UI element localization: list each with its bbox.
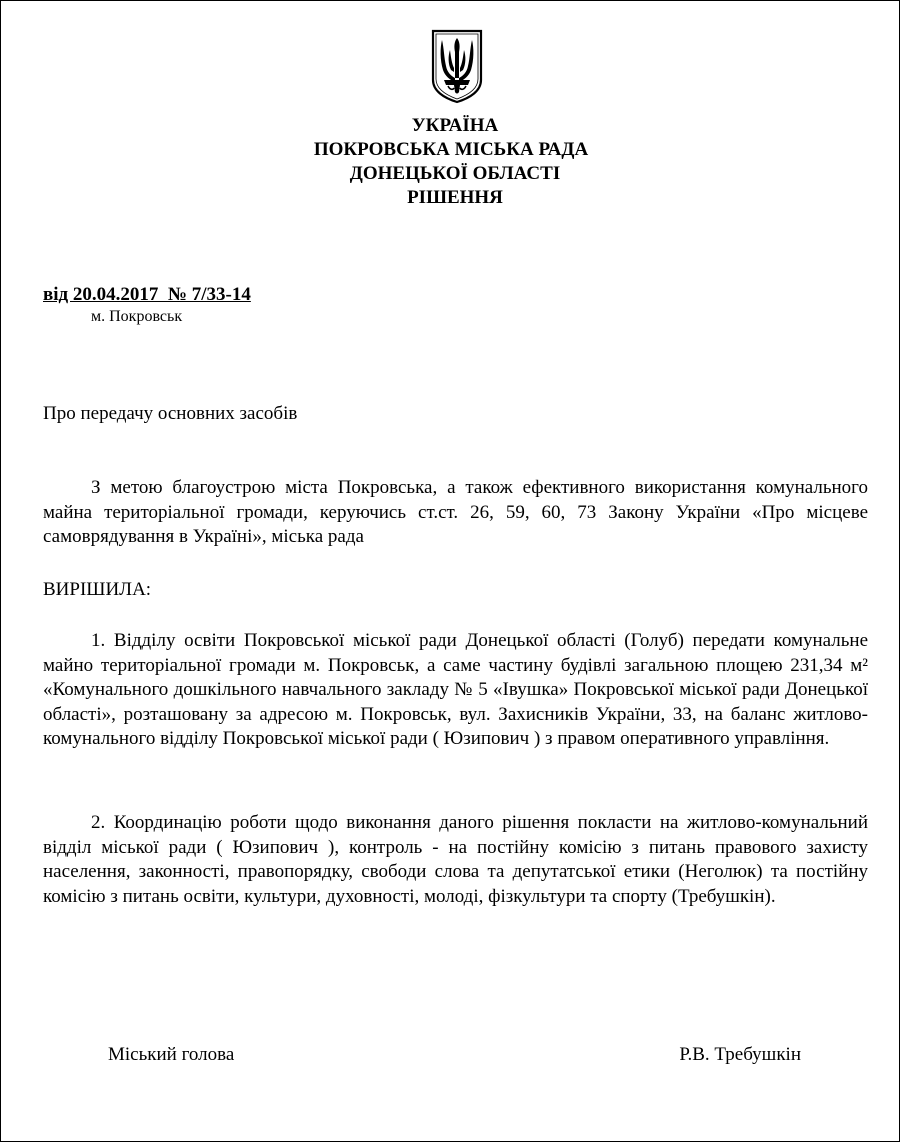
decision-subject: Про передачу основних засобів bbox=[43, 403, 298, 424]
decided-heading: ВИРІШИЛА: bbox=[43, 579, 152, 600]
signature-name: Р.В. Требушкін bbox=[679, 1044, 801, 1065]
decision-item-2: 2. Координацію роботи щодо виконання даного рішення покласти на житлово-комунальний відділ міської ради ( Юзипович ), контроль - на постійну комісію з питань правового захисту населення, законності, правопорядку, свободи слова та депутатської етики (Неголюк) та постійну комісію з питань освіти, культури, духовності, молоді, фізкультури та спорту (Требушкін). bbox=[43, 812, 868, 907]
signature-title: Міський голова bbox=[108, 1044, 235, 1065]
decision-item-1: 1. Відділу освіти Покровської міської ради Донецької області (Голуб) передати комунальне майно територіальної громади м. Покровськ, а саме частину будівлі загальною площею 231,34 м² «Комунального дошкільного навчального закладу № 5 «Івушка» Покровської міської ради Донецької області», розташовану за адресою м. Покровськ, вул. Захисників України, 33, на баланс житлово-комунального відділу Покровської міської ради ( Юзипович ) з правом оперативного управління. bbox=[43, 630, 868, 749]
country-name: УКРАЇНА bbox=[411, 115, 499, 136]
document-header bbox=[1, 114, 900, 210]
preamble-paragraph: З метою благоустрою міста Покровська, а також ефективного використання комунального майна територіальної громади, керуючись ст.ст. 26, 59, 60, 73 Закону України «Про місцеве самоврядування в Україні», міська рада bbox=[43, 477, 868, 547]
trident-coat-of-arms-icon bbox=[430, 28, 484, 104]
decision-city: м. Покровськ bbox=[91, 308, 183, 325]
decision-date-number: від 20.04.2017 № 7/33-14 bbox=[43, 284, 251, 305]
region-name: ДОНЕЦЬКОЇ ОБЛАСТІ bbox=[349, 163, 561, 184]
council-name: ПОКРОВСЬКА МІСЬКА РАДА bbox=[313, 139, 589, 160]
document-type: РІШЕННЯ bbox=[407, 187, 503, 208]
